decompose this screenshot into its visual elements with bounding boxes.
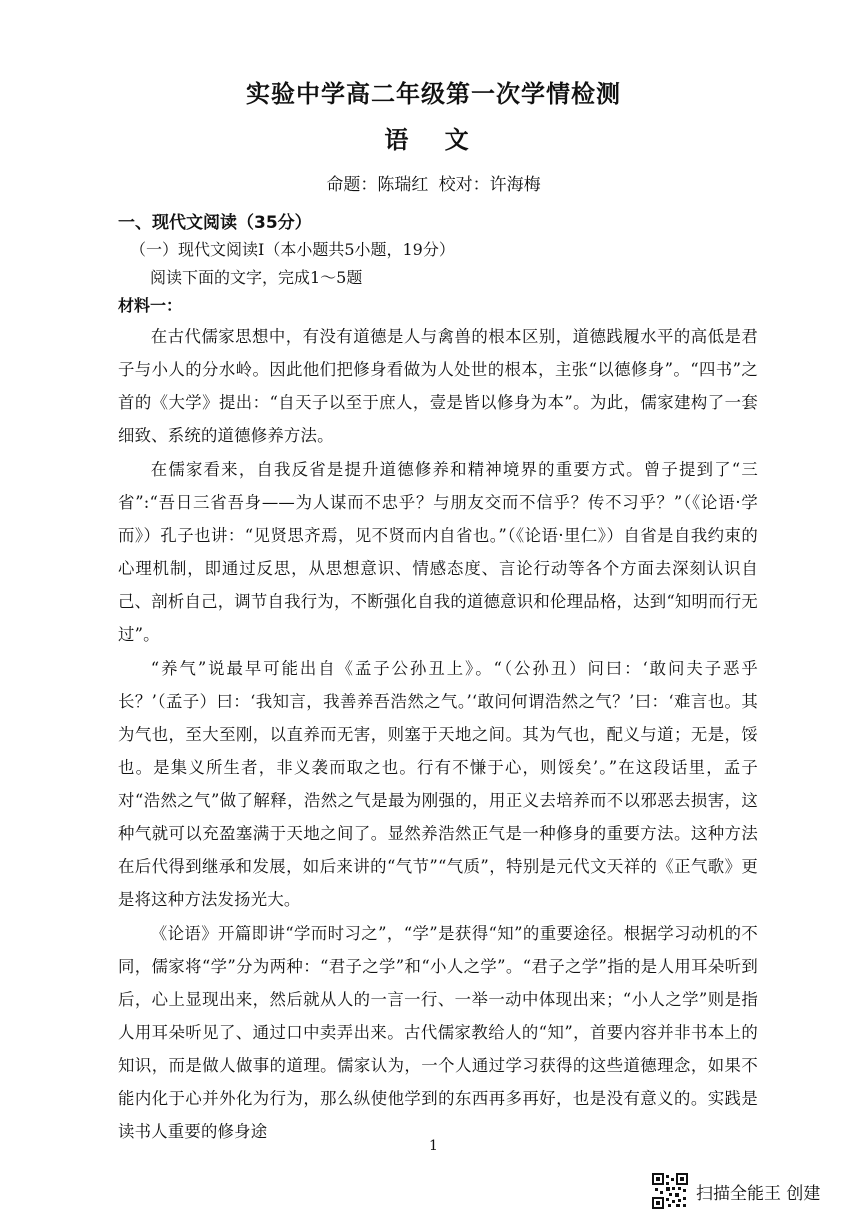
sub-heading: （一）现代文阅读Ⅰ（本小题共5小题，19分） bbox=[130, 240, 455, 259]
qr-code-icon bbox=[652, 1173, 688, 1209]
material-label: 材料一： bbox=[118, 296, 183, 315]
page-number: 1 bbox=[429, 1138, 438, 1154]
subject-title: 语 文 bbox=[384, 126, 483, 154]
paragraph-1: 在古代儒家思想中，有没有道德是人与禽兽的根本区别，道德践履水平的高低是君子与小人的分水岭。因此他们把修身看做为人处世的根本，主张“以德修身”。“四书”之首的《大学》提出：“自天子以至于庶人，壹是皆以修身为本”。为此，儒家建构了一套细致、系统的道德修养方法。 bbox=[118, 327, 758, 445]
paragraph-4: 《论语》开篇即讲“学而时习之”，“学”是获得“知”的重要途径。根据学习动机的不同，儒家将“学”分为两种：“君子之学”和“小人之学”。“君子之学”指的是人用耳朵听到后，心上显现出来，然后就从人的一言一行、一举一动中体现出来；“小人之学”则是指人用耳朵听见了、通过口中卖弄出来。古代儒家教给人的“知”，首要内容并非书本上的知识，而是做人做事的道理。儒家认为，一个人通过学习获得的这些道德理念，如果不能内化于心并外化为行为，那么纵使他学到的东西再多再好，也是没有意义的。实践是读书人重要的修身途 bbox=[118, 924, 758, 1141]
scanner-text: 扫描全能王 创建 bbox=[696, 1183, 821, 1204]
document-body bbox=[118, 210, 758, 1149]
author-line: 命题：陈瑞红 校对：许海梅 bbox=[326, 175, 541, 195]
paragraph-2: 在儒家看来，自我反省是提升道德修养和精神境界的重要方式。曾子提到了“三省”:“吾日三省吾身——为人谋而不忠乎？与朋友交而不信乎？传不习乎？”（《论语·学而》）孔子也讲：“见贤思齐焉，见不贤而内自省也。”（《论语·里仁》）自省是自我约束的心理机制，即通过反思，从思想意识、情感态度、言论行动等各个方面去深刻认识自己、剖析自己，调节自我行为，不断强化自我的道德意识和伦理品格，达到“知明而行无过”。 bbox=[118, 460, 758, 644]
page-title: 实验中学高二年级第一次学情检测 bbox=[246, 80, 621, 108]
section-heading: 一、现代文阅读（35分） bbox=[118, 213, 312, 233]
paragraph-3: “养气”说最早可能出自《孟子公孙丑上》。“（公孙丑）问曰：‘敢问夫子恶乎长？’（孟子）曰：‘我知言，我善养吾浩然之气。’‘敢问何谓浩然之气？’曰：‘难言也。其为气也，至大至刚，以直养而无害，则塞于天地之间。其为气也，配义与道；无是，馁也。是集义所生者，非义袭而取之也。行有不慊于心，则馁矣’。”在这段话里，孟子对“浩然之气”做了解释，浩然之气是最为刚强的，用正义去培养而不以邪恶去损害，这种气就可以充盈塞满于天地之间了。显然养浩然正气是一种修身的重要方法。这种方法在后代得到继承和发展，如后来讲的“气节”“气质”，特别是元代文天祥的《正气歌》更是将这种方法发扬光大。 bbox=[118, 659, 758, 909]
scanner-watermark bbox=[652, 1172, 820, 1210]
instruction: 阅读下面的文字，完成1～5题 bbox=[150, 268, 363, 287]
